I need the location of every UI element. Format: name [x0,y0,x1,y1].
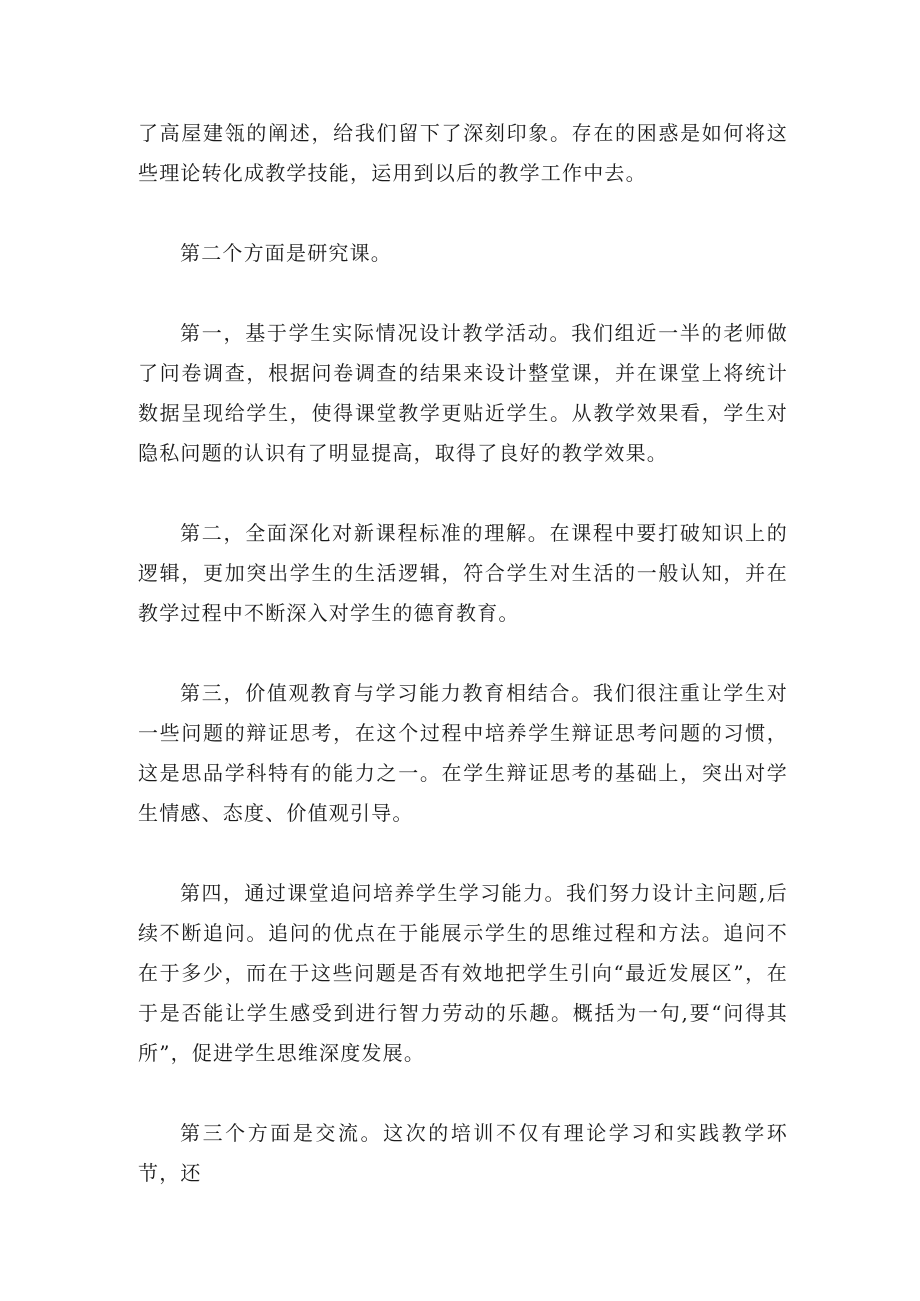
paragraph-continuation: 了高屋建瓴的阐述，给我们留下了深刻印象。存在的困惑是如何将这些理论转化成教学技能，运用到以后的教学工作中去。 [138,121,788,185]
paragraph-point-two: 第二，全面深化对新课程标准的理解。在课程中要打破知识上的逻辑，更加突出学生的生活逻辑，符合学生对生活的一般认知，并在教学过程中不断深入对学生的德育教育。 [138,521,788,625]
paragraph-section-heading-research: 第二个方面是研究课。 [180,241,392,265]
paragraph-point-one: 第一，基于学生实际情况设计教学活动。我们组近一半的老师做了问卷调查，根据问卷调查的结果来设计整堂课，并在课堂上将统计数据呈现给学生，使得课堂教学更贴近学生。从教学效果看，学生对隐私问题的认识有了明显提高，取得了良好的教学效果。 [138,321,788,465]
document-body [138,113,788,1233]
paragraph-point-three: 第三，价值观教育与学习能力教育相结合。我们很注重让学生对一些问题的辩证思考，在这个过程中培养学生辩证思考问题的习惯，这是思品学科特有的能力之一。在学生辩证思考的基础上，突出对学生情感、态度、价值观引导。 [138,681,788,825]
paragraph-point-four: 第四，通过课堂追问培养学生学习能力。我们努力设计主问题,后续不断追问。追问的优点在于能展示学生的思维过程和方法。追问不在于多少，而在于这些问题是否有效地把学生引向“最近发展区”，在于是否能让学生感受到进行智力劳动的乐趣。概括为一句,要“问得其所”，促进学生思维深度发展。 [138,881,788,1065]
paragraph-section-heading-exchange: 第三个方面是交流。这次的培训不仅有理论学习和实践教学环节，还 [138,1121,788,1185]
